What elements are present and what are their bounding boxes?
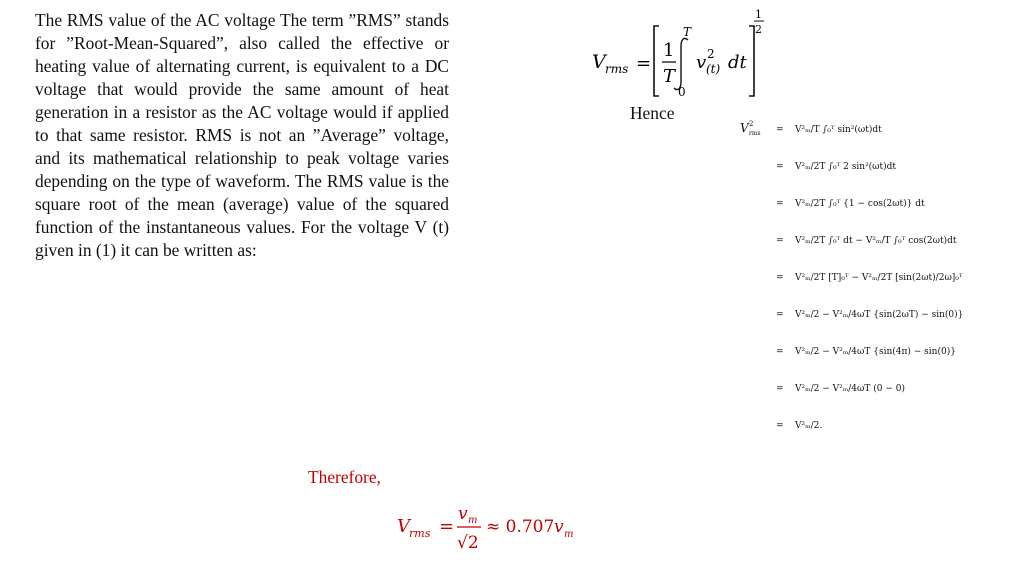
result-rhs-sub: m xyxy=(564,529,574,540)
result-lhs: V xyxy=(397,516,410,537)
derivation-row: V²ₘ/2 − V²ₘ/4ωT {sin(4π) − sin(0)} xyxy=(795,347,956,357)
rms-def-exp-num: 1 xyxy=(755,8,762,21)
rms-def-equals: = xyxy=(636,53,652,74)
result-numerator: v xyxy=(458,504,468,524)
derivation-lhs: V xyxy=(740,121,749,135)
result-svg xyxy=(395,500,595,560)
derivation-lhs-sup: 2 xyxy=(749,120,754,128)
rms-def-exp-den: 2 xyxy=(755,23,762,36)
derivation-row: V²ₘ/2T ∫₀ᵀ 2 sin²(ωt)dt xyxy=(795,162,897,172)
rms-definition-svg xyxy=(592,6,792,102)
result-numerator-sub: m xyxy=(468,515,478,526)
rms-def-lhs: V xyxy=(592,51,606,73)
right-bracket xyxy=(749,26,754,96)
rms-def-dt: dt xyxy=(728,52,747,73)
result-lhs-sub: rms xyxy=(409,527,431,540)
result-equals: = xyxy=(439,516,455,537)
rms-def-integrand-sub: (t) xyxy=(706,62,721,76)
rms-def-integrand: v xyxy=(696,52,707,73)
derivation-equals: = xyxy=(776,162,784,172)
derivation-equals: = xyxy=(776,384,784,394)
result-approx: ≈ 0.707 xyxy=(486,517,555,537)
derivation-row: V²ₘ/2. xyxy=(795,421,823,431)
rms-derivation xyxy=(740,110,980,440)
derivation-lhs-sub: rms xyxy=(749,130,761,137)
derivation-equals: = xyxy=(776,125,784,135)
derivation-equals: = xyxy=(776,347,784,357)
derivation-equals: = xyxy=(776,310,784,320)
derivation-svg xyxy=(740,110,980,440)
rms-def-T: T xyxy=(663,66,676,87)
result-denominator: √2 xyxy=(457,533,479,553)
rms-def-one: 1 xyxy=(663,40,675,61)
integral-sign xyxy=(674,38,688,89)
derivation-equals: = xyxy=(776,199,784,209)
rms-explanation-paragraph: The RMS value of the AC voltage The term ”RMS” stands for ”Root-Mean-Squared”, also called the effective or heating value of alternating current, is equivalent to a DC voltage that would provide the same amount of heat generation in a resistor as the AC voltage would if applied to that same resistor. RMS is not an ”Average” voltage, and its mathematical relationship to peak voltage varies depending on the type of waveform. The RMS value is the square root of the mean (average) value of the squared function of the instantaneous values. For the voltage V (t) given in (1) it can be written as: xyxy=(35,10,449,260)
derivation-equals: = xyxy=(776,236,784,246)
derivation-row: V²ₘ/2 − V²ₘ/4ωT (0 − 0) xyxy=(795,384,905,394)
rms-def-lower-limit: 0 xyxy=(678,85,686,99)
derivation-equals: = xyxy=(776,421,784,431)
derivation-row: V²ₘ/2T ∫₀ᵀ {1 − cos(2ωt)} dt xyxy=(795,199,925,209)
result-rhs: v xyxy=(554,517,564,537)
derivation-row: V²ₘ/T ∫₀ᵀ sin²(ωt)dt xyxy=(795,125,882,135)
rms-result-formula xyxy=(395,500,595,560)
derivation-row: V²ₘ/2T ∫₀ᵀ dt − V²ₘ/T ∫₀ᵀ cos(2ωt)dt xyxy=(795,236,957,246)
rms-def-lhs-sub: rms xyxy=(605,62,629,76)
left-bracket xyxy=(654,26,659,96)
derivation-row: V²ₘ/2T [T]₀ᵀ − V²ₘ/2T [sin(2ωt)/2ω]₀ᵀ xyxy=(795,273,963,283)
derivation-equals: = xyxy=(776,273,784,283)
hence-label: Hence xyxy=(630,103,675,123)
rms-definition-formula xyxy=(592,6,792,102)
therefore-label: Therefore, xyxy=(308,467,381,487)
rms-def-upper-limit: T xyxy=(683,25,692,39)
derivation-row: V²ₘ/2 − V²ₘ/4ωT {sin(2ωT) − sin(0)} xyxy=(795,310,964,320)
rms-def-integrand-sup: 2 xyxy=(707,47,715,61)
